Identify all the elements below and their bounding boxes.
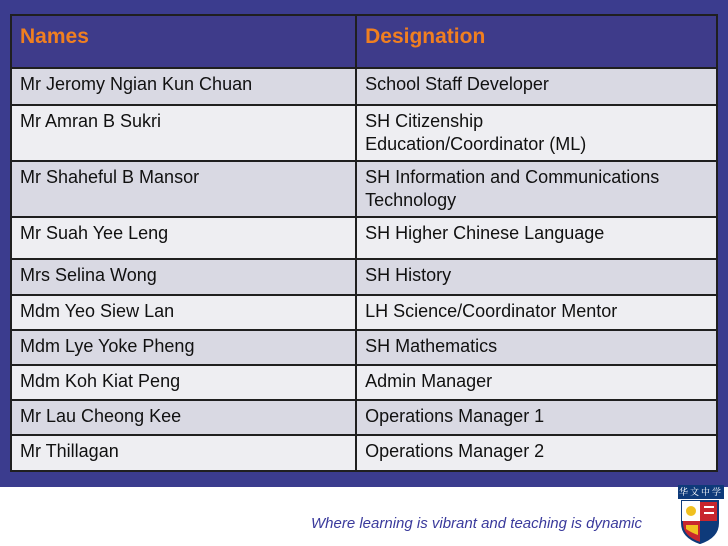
cell-designation: SH Mathematics — [356, 330, 717, 365]
cell-designation: Operations Manager 2 — [356, 435, 717, 471]
table-row — [11, 259, 717, 295]
cell-designation: School Staff Developer — [356, 68, 717, 105]
table-row — [11, 365, 717, 400]
cell-designation: Admin Manager — [356, 365, 717, 400]
cell-name: Mr Thillagan — [11, 435, 356, 471]
cell-name: Mr Suah Yee Leng — [11, 217, 356, 259]
crest-icon — [674, 485, 726, 545]
cell-designation — [356, 105, 717, 161]
cell-designation: SH Information and Communications Technology — [356, 161, 717, 217]
table-header-row — [11, 15, 717, 68]
designation-line-2: Education/Coordinator (ML) — [365, 134, 587, 154]
cell-designation: SH History — [356, 259, 717, 295]
staff-table — [10, 14, 718, 472]
cell-name: Mdm Lye Yoke Pheng — [11, 330, 356, 365]
cell-name: Mdm Yeo Siew Lan — [11, 295, 356, 330]
table-row — [11, 217, 717, 259]
cell-name: Mr Jeromy Ngian Kun Chuan — [11, 68, 356, 105]
table-row — [11, 400, 717, 435]
designation-line-1: SH Citizenship — [365, 111, 484, 131]
header-designation: Designation — [356, 15, 717, 68]
cell-designation: Operations Manager 1 — [356, 400, 717, 435]
cell-name: Mr Shaheful B Mansor — [11, 161, 356, 217]
cell-name: Mr Amran B Sukri — [11, 105, 356, 161]
school-tagline: Where learning is vibrant and teaching is dynamic — [311, 515, 643, 532]
table-row — [11, 435, 717, 471]
cell-designation: LH Science/Coordinator Mentor — [356, 295, 717, 330]
table-row — [11, 330, 717, 365]
table-row — [11, 295, 717, 330]
table-row — [11, 68, 717, 105]
cell-name: Mdm Koh Kiat Peng — [11, 365, 356, 400]
table-row — [11, 105, 717, 161]
cell-name: Mr Lau Cheong Kee — [11, 400, 356, 435]
cell-name: Mrs Selina Wong — [11, 259, 356, 295]
header-names: Names — [11, 15, 356, 68]
cell-designation: SH Higher Chinese Language — [356, 217, 717, 259]
staff-table-container — [10, 14, 718, 472]
table-row — [11, 161, 717, 217]
school-crest-logo — [674, 485, 726, 545]
logo-chinese-text: 华文中学 — [678, 487, 723, 497]
